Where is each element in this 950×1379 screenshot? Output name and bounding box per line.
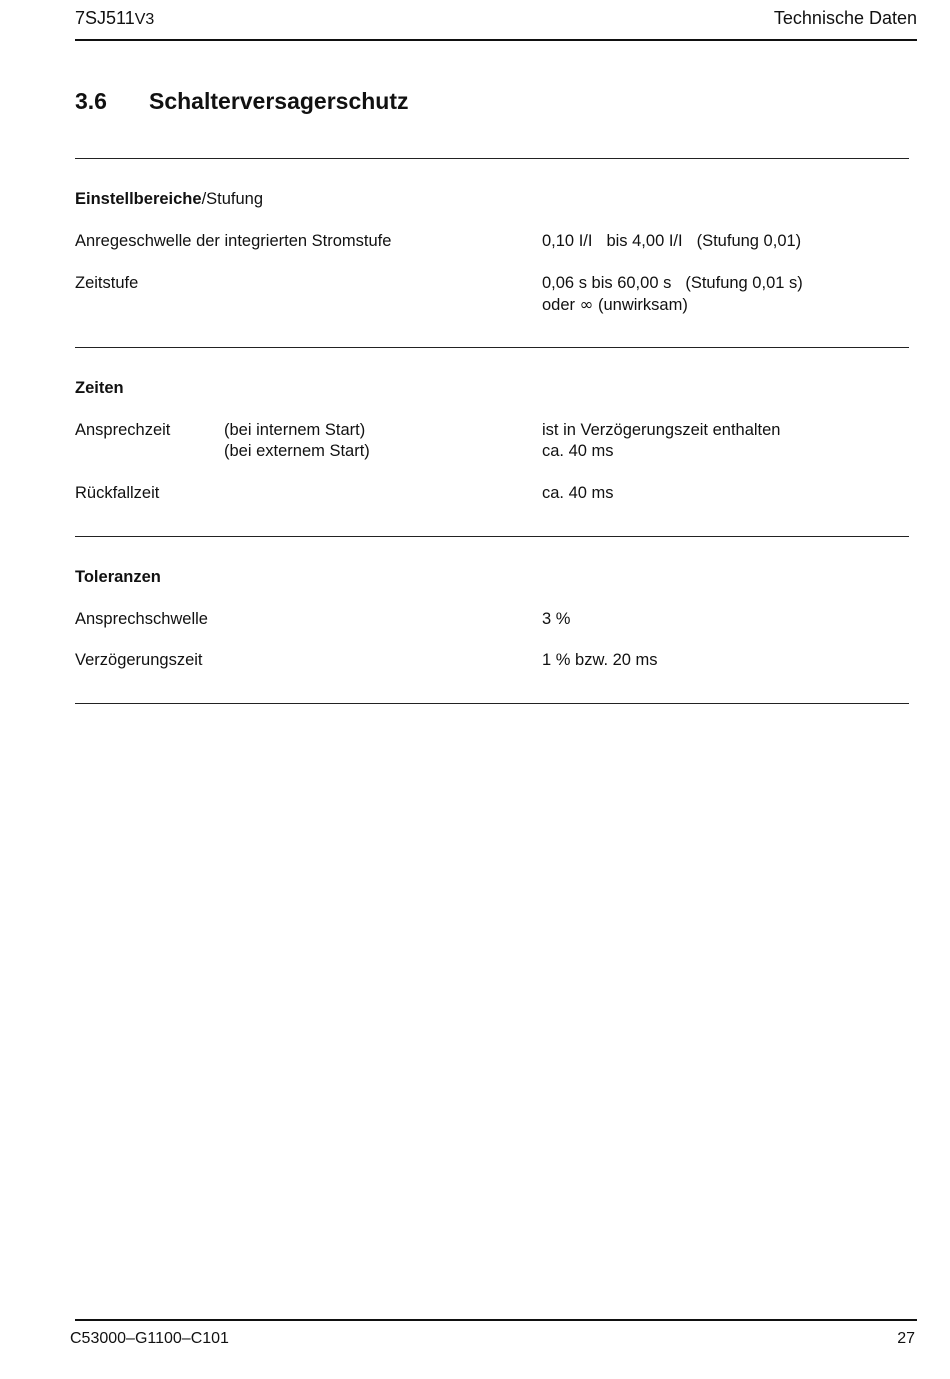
section-title: Schalterversagerschutz bbox=[149, 88, 409, 114]
value-part: 0,10 I/I bbox=[542, 232, 593, 250]
zeiten-heading: Zeiten bbox=[75, 379, 124, 397]
row-value: ist in Verzögerungszeit enthalten bbox=[542, 421, 781, 439]
value-part: (Stufung 0,01 s) bbox=[685, 274, 803, 292]
row-label: Ansprechzeit bbox=[75, 421, 171, 439]
chapter-title: Technische Daten bbox=[773, 8, 917, 28]
row-value: 3 % bbox=[542, 610, 571, 628]
row-label: Rückfallzeit bbox=[75, 484, 160, 502]
value-part: oder bbox=[542, 296, 576, 314]
row-value: ca. 40 ms bbox=[542, 484, 614, 502]
row-condition: (bei internem Start) bbox=[224, 421, 366, 439]
row-condition: (bei externem Start) bbox=[224, 442, 370, 460]
einstell-heading bbox=[75, 189, 263, 210]
divider bbox=[75, 347, 909, 348]
row-label: Ansprechschwelle bbox=[75, 610, 208, 628]
document-model bbox=[75, 8, 154, 29]
value-part: (unwirksam) bbox=[597, 296, 688, 314]
page-number: 27 bbox=[897, 1330, 915, 1347]
section-number: 3.6 bbox=[75, 88, 107, 114]
value-part: 0,06 s bis 60,00 s bbox=[542, 274, 672, 292]
toleranzen-heading: Toleranzen bbox=[75, 568, 161, 586]
einstell-heading-bold: Einstellbereiche bbox=[75, 190, 202, 208]
document-number: C53000–G1100–C101 bbox=[70, 1330, 229, 1347]
infinity-symbol: ∞ bbox=[579, 295, 594, 314]
divider bbox=[75, 703, 909, 704]
row-value bbox=[542, 231, 801, 252]
row-label: Zeitstufe bbox=[75, 274, 139, 292]
divider bbox=[75, 158, 909, 159]
row-value: ca. 40 ms bbox=[542, 442, 614, 460]
divider bbox=[75, 536, 909, 537]
einstell-heading-rest: /Stufung bbox=[201, 190, 264, 208]
value-part: bis 4,00 I/I bbox=[606, 232, 683, 250]
footer-divider bbox=[75, 1319, 917, 1321]
model-version: V3 bbox=[134, 11, 155, 28]
row-value: 1 % bzw. 20 ms bbox=[542, 651, 658, 669]
row-label: Verzögerungszeit bbox=[75, 651, 203, 669]
row-value bbox=[542, 273, 803, 294]
row-value-line2 bbox=[542, 294, 688, 316]
value-part: (Stufung 0,01) bbox=[696, 232, 802, 250]
row-label: Anregeschwelle der integrierten Stromstufe bbox=[75, 232, 392, 250]
header-divider bbox=[75, 39, 917, 41]
model-name: 7SJ511 bbox=[75, 8, 135, 28]
